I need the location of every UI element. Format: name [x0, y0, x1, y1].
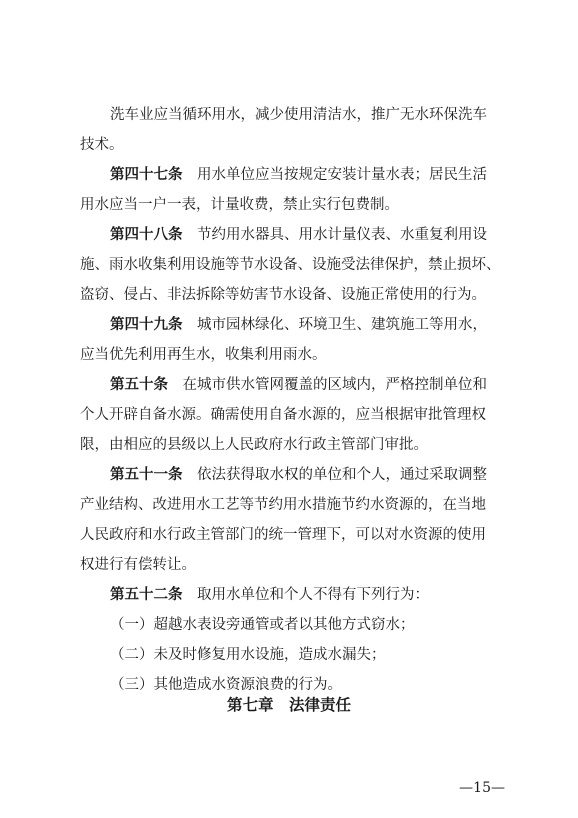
body-text [80, 100, 510, 700]
article-heading: 第五十一条 [110, 466, 183, 483]
text-line: 限，由相应的县级以上人民政府水行政主管部门审批。 [80, 437, 428, 453]
page-number: —15— [459, 780, 505, 796]
list-item: （二）未及时修复用水设施，造成水漏失； [110, 647, 386, 663]
article-heading: 第五十二条 [110, 586, 183, 603]
list-item: （一）超越水表设旁通管或者以其他方式窃水； [110, 617, 415, 633]
article-text: 在城市供水管网覆盖的区域内，严格控制单位和 [182, 377, 487, 393]
chapter-heading: 第七章 法律责任 [226, 695, 351, 714]
article-text: 用水单位应当按规定安装计量水表；居民生活 [197, 167, 487, 183]
text-line [80, 220, 510, 250]
text-line: 产业结构、改进用水工艺等节约用水措施节约水资源的，在当地 [80, 497, 486, 513]
text-line: 应当优先利用再生水，收集利用雨水。 [80, 347, 327, 363]
article-text: 节约用水器具、用水计量仪表、水重复利用设 [197, 227, 487, 243]
article-heading: 第五十条 [110, 376, 168, 393]
text-line: 用水应当一户一表，计量收费，禁止实行包费制。 [80, 197, 399, 213]
article-text: 取用水单位和个人不得有下列行为： [197, 587, 429, 603]
text-line: 权进行有偿转让。 [80, 557, 196, 573]
article-heading: 第四十七条 [110, 166, 183, 183]
text-line [80, 580, 510, 610]
text-line: 技术。 [80, 137, 124, 153]
article-text: 城市园林绿化、环境卫生、建筑施工等用水， [197, 317, 487, 333]
list-item: （三）其他造成水资源浪费的行为。 [110, 677, 342, 693]
article-heading: 第四十九条 [110, 316, 183, 333]
text-line [80, 370, 510, 400]
text-line [80, 310, 510, 340]
article-heading: 第四十八条 [110, 226, 183, 243]
text-line [80, 160, 510, 190]
text-line: 洗车业应当循环用水，减少使用清洁水，推广无水环保洗车 [110, 107, 487, 123]
text-line: 盗窃、侵占、非法拆除等妨害节水设备、设施正常使用的行为。 [80, 287, 486, 303]
text-line: 施、雨水收集利用设施等节水设备、设施受法律保护，禁止损坏、 [80, 257, 501, 273]
text-line: 人民政府和水行政主管部门的统一管理下，可以对水资源的使用 [80, 527, 486, 543]
article-text: 依法获得取水权的单位和个人，通过采取调整 [197, 467, 487, 483]
text-line: 个人开辟自备水源。确需使用自备水源的，应当根据审批管理权 [80, 407, 486, 423]
text-line [80, 460, 510, 490]
